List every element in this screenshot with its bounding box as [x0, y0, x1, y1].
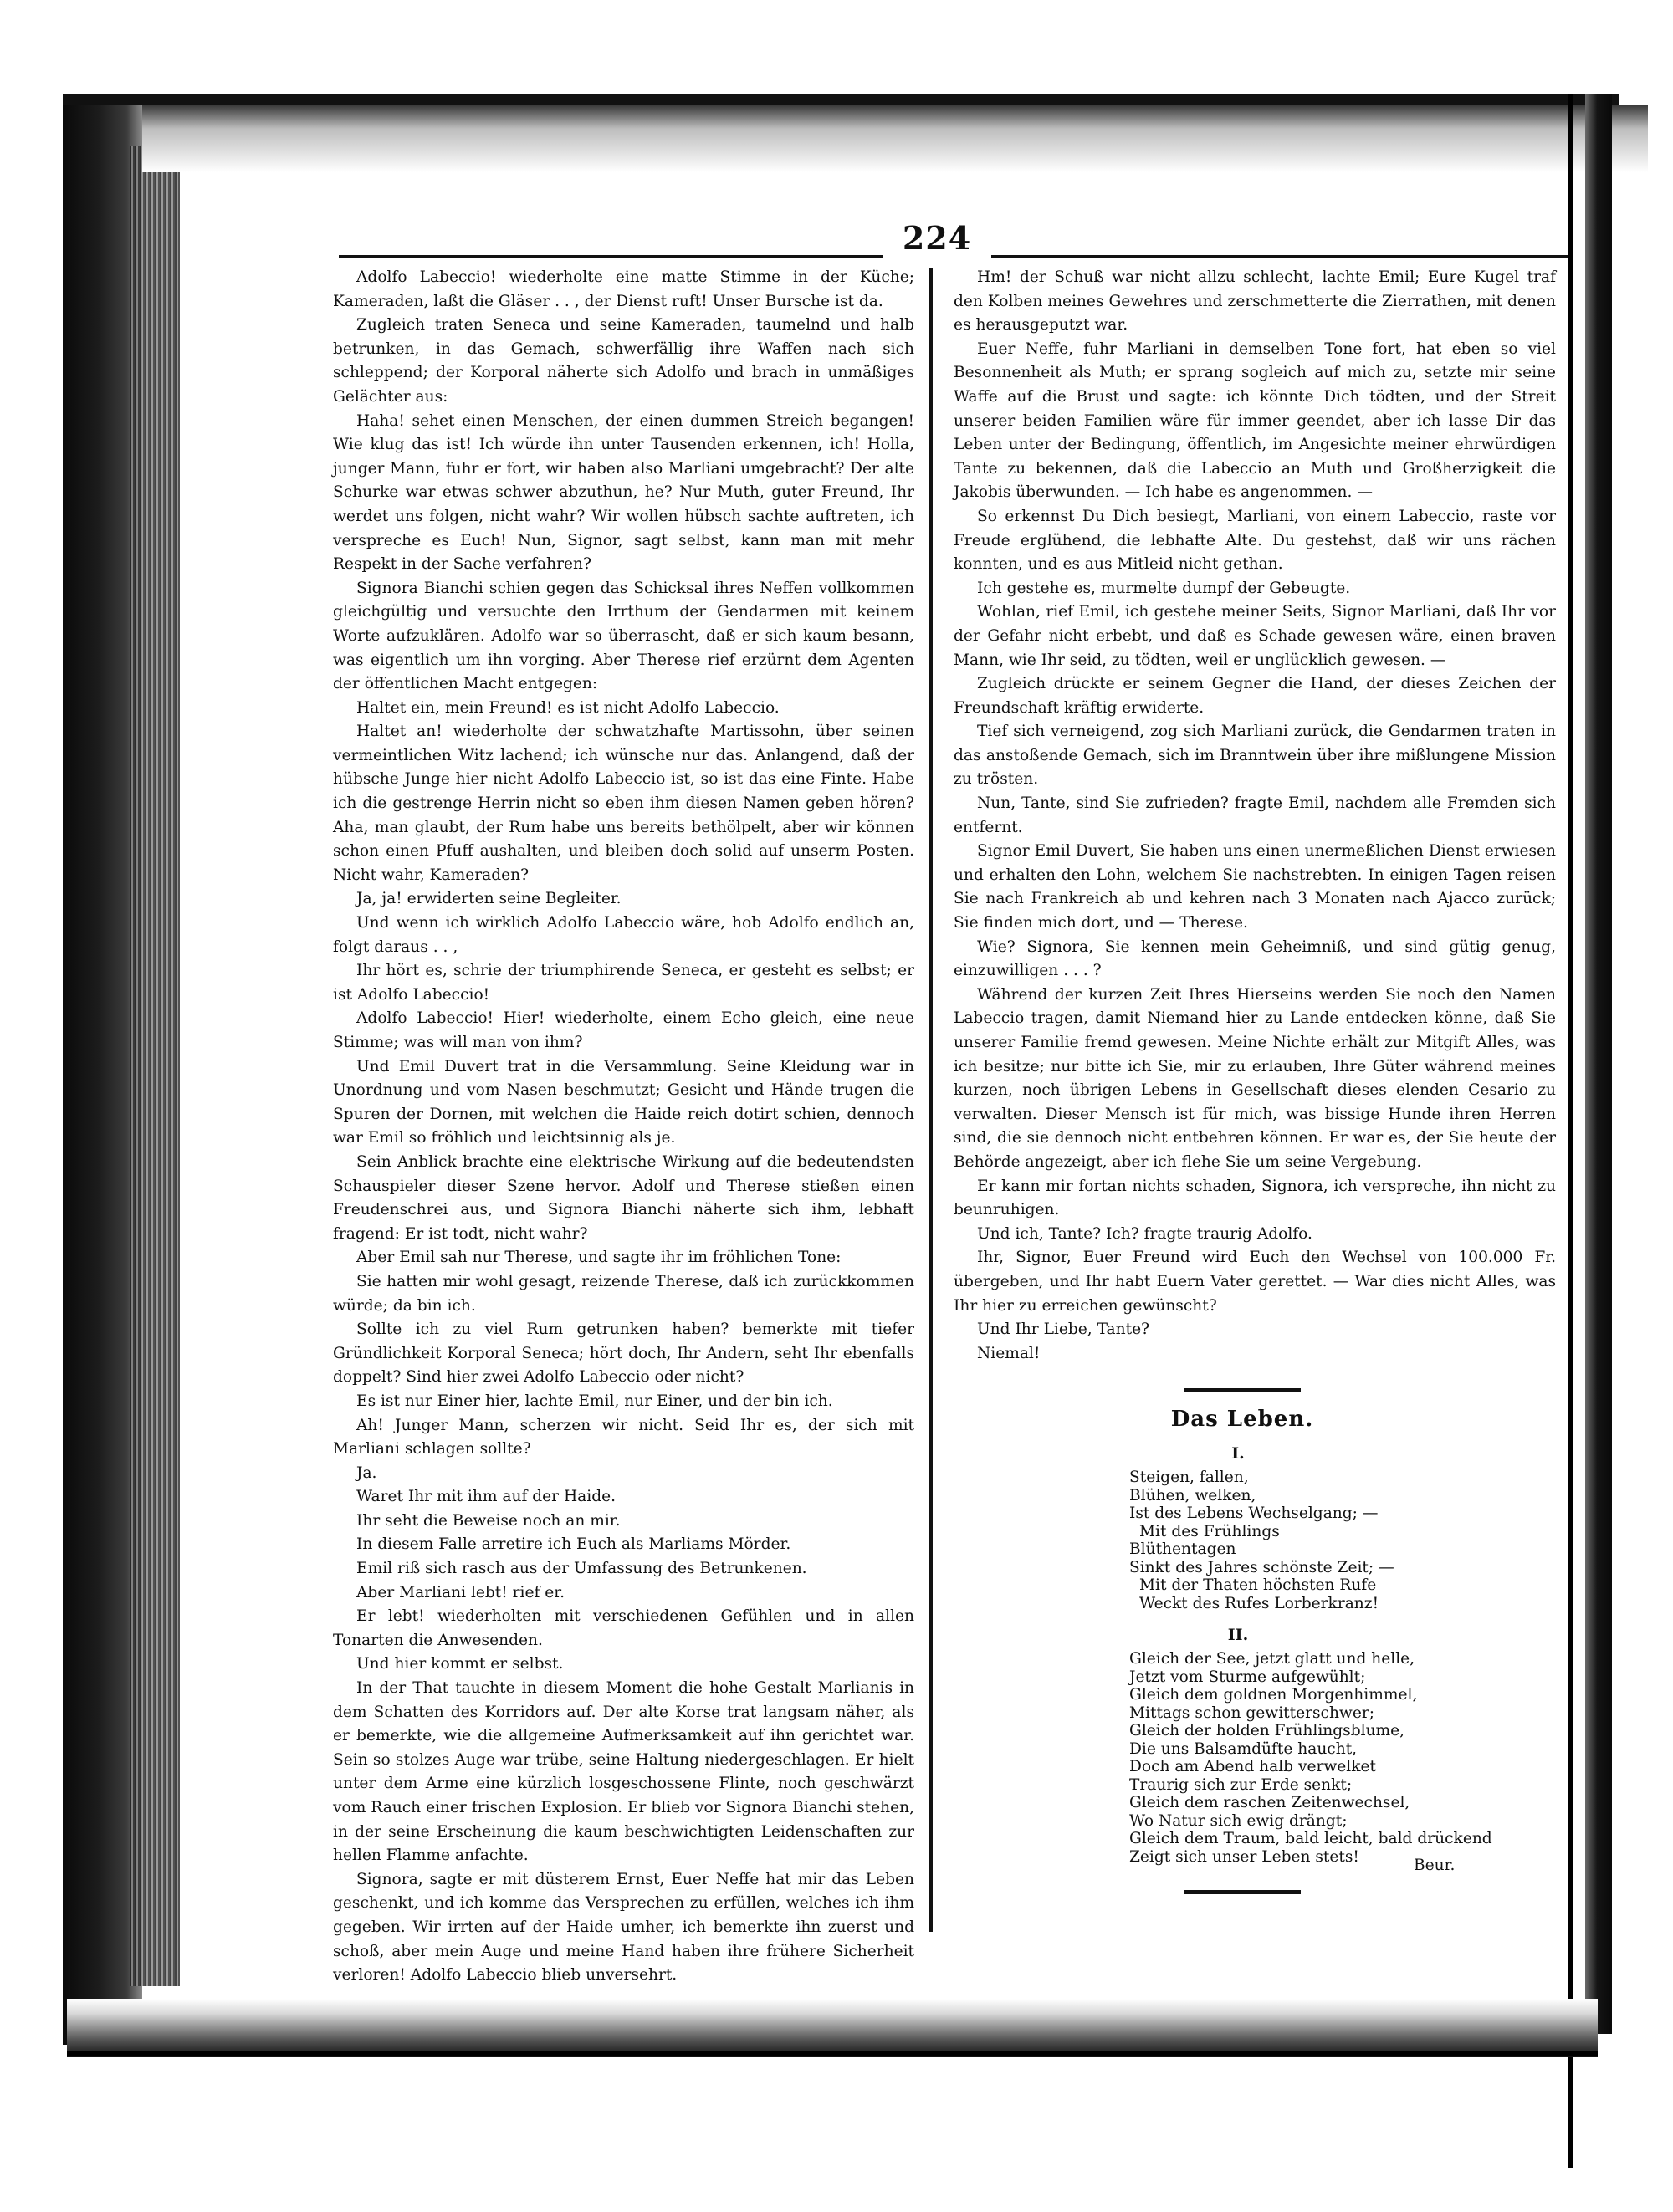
paragraph: Ah! Junger Mann, scherzen wir nicht. Seid Ihr es, der sich mit Marliani schlagen sollte?: [333, 1416, 914, 1458]
paragraph: In der That tauchte in diesem Moment die hohe Gestalt Marlianis in dem Schatten des Korridors auf. Der alte Korse trat langsam näher, als er bemerkte, wie die allgemeine Aufmerksamkeit auf ihn gerichtet war. Sein so stolzes Auge war trübe, seine Haltung niedergeschlagen. Er hielt unter dem Arme eine kürzlich losgeschossene Flinte, noch geschwärzt vom Rauch einer frischen Explosion. Er blieb vor Signora Bianchi stehen, in der seine Erscheinung die kaum beschwichtigten Leidenschaften zur hellen Flamme anfachte.: [333, 1679, 914, 1865]
paragraph: Signora Bianchi schien gegen das Schicksal ihres Neffen vollkommen gleichgültig und versuchte den Irrthum der Gendarmen mit keinem Worte aufzuklären. Adolfo war so überrascht, daß er sich kaum besann, was eigentlich um ihn vorging. Aber Therese rief erzürnt dem Agenten der öffentlichen Macht entgegen:: [333, 579, 914, 693]
paragraph: Haltet ein, mein Freund! es ist nicht Adolfo Labeccio.: [356, 698, 780, 717]
left-column: [333, 266, 914, 1988]
poem-line: Gleich dem Traum, bald leicht, bald drückend: [1129, 1830, 1492, 1847]
scan-border-bottom: [67, 2051, 1598, 2056]
poem-line: Gleich der holden Frühlingsblume,: [1129, 1722, 1405, 1739]
paragraph: Er lebt! wiederholten mit verschiedenen Gefühlen und in allen Tonarten die Anwesenden.: [333, 1607, 914, 1649]
poem-stanza-2: [1129, 1650, 1492, 1866]
paragraph: Euer Neffe, fuhr Marliani in demselben Tone fort, hat eben so viel Besonnenheit als Muth; er sprang sogleich auf mich zu, setzte mir seine Waffe auf die Brust und sagte: ich könnte Dich tödten, und der Streit unserer beiden Familien wäre für immer geendet, aber ich lasse Dir das Leben unter der Bedingung, öffentlich, im Angesichte meiner ehrwürdigen Tante zu bekennen, daß die Labeccio an Muth und Großherzigkeit die Jakobis überwunden. — Ich habe es angenommen. —: [954, 340, 1556, 502]
paragraph: Während der kurzen Zeit Ihres Hierseins werden Sie noch den Namen Labeccio tragen, damit Niemand hier zu Lande entdecken könne, daß Sie unserer Familie fremd gewesen. Meine Nichte erhält zur Mitgift Alles, was ich besitze; nur bitte ich Sie, mir zu erlauben, Ihre Güter während meines kurzen, noch übrigen Lebens in Gesellschaft dieses elenden Cesario zu verwalten. Dieser Mensch ist für mich, was bissige Hunde ihren Herren sind, die sie dennoch nicht entbehren können. Er war es, der Sie heute der Behörde angezeigt, aber ich flehe Sie um seine Vergebung.: [954, 985, 1556, 1171]
poem-line: Ist des Lebens Wechselgang; —: [1129, 1504, 1379, 1522]
poem-line: Mittags schon gewitterschwer;: [1129, 1704, 1374, 1722]
poem-line: Doch am Abend halb verwelket: [1129, 1758, 1376, 1775]
section-rule-top: [1184, 1388, 1301, 1392]
paragraph: Signor Emil Duvert, Sie haben uns einen unermeßlichen Dienst erwiesen und erhalten den Lohn, welchem Sie nachstrebten. In einigen Tagen reisen Sie nach Frankreich ab und kehren nach 3 Monaten nach Ajacco zurück; Sie finden mich dort, und — Therese.: [954, 842, 1556, 932]
paragraph: So erkennst Du Dich besiegt, Marliani, von einem Labeccio, raste vor Freude erglühend, die lebhafte Alte. Du gestehst, daß wir uns rächen konnten, und es aus Mitleid nicht gethan.: [954, 507, 1556, 574]
scan-shadow-bottom: [67, 1999, 1598, 2057]
paragraph: Signora, sagte er mit düsterem Ernst, Euer Neffe hat mir das Leben geschenkt, und ich komme das Versprechen zu erfüllen, welches ich ihm gegeben. Wir irrten auf der Haide umher, ich bemerkte ihn zuerst und schoß, aber mein Auge und meine Hand haben ihre frühere Sicherheit verloren! Adolfo Labeccio blieb unversehrt.: [333, 1870, 914, 1985]
paragraph: Wohlan, rief Emil, ich gestehe meiner Seits, Signor Marliani, daß Ihr vor der Gefahr nicht erbebt, und daß es Schade gewesen wäre, einen braven Mann, wie Ihr seid, zu tödten, weil er unglücklich gewesen. —: [954, 603, 1556, 669]
poem-line: Traurig sich zur Erde senkt;: [1129, 1775, 1353, 1794]
paragraph: Und Ihr Liebe, Tante?: [977, 1321, 1150, 1339]
paragraph: Ja.: [356, 1464, 377, 1482]
paragraph: Emil riß sich rasch aus der Umfassung des Betrunkenen.: [356, 1560, 807, 1578]
column-divider: [929, 268, 933, 1932]
paragraph: Haltet an! wiederholte der schwatzhafte Martissohn, über seinen vermeintlichen Witz lachend; ich wünsche nur das. Anlangend, daß der hübsche Junge hier nicht Adolfo Labeccio ist, so ist das eine Finte. Habe ich die gestrenge Herrin nicht so eben ihm diesen Namen geben hören? Aha, man glaubt, der Rum habe uns bereits bethölpelt, aber wir können schon einen Pfuff aushalten, und bleiben doch solid auf unserm Posten. Nicht wahr, Kameraden?: [333, 723, 914, 884]
paragraph: Und hier kommt er selbst.: [356, 1655, 564, 1673]
poem-line: Zeigt sich unser Leben stets!: [1129, 1847, 1359, 1866]
scan-border-right: [1585, 94, 1612, 2034]
paragraph: Und wenn ich wirklich Adolfo Labeccio wäre, hob Adolfo endlich an, folgt daraus . . ,: [333, 914, 914, 956]
paragraph: Ihr, Signor, Euer Freund wird Euch den Wechsel von 100.000 Fr. übergeben, und Ihr habt Euern Vater gerettet. — War dies nicht Alles, was Ihr hier zu erreichen gewünscht?: [954, 1249, 1556, 1315]
poem-line: Weckt des Rufes Lorberkranz!: [1139, 1594, 1379, 1612]
scan-shadow-top: [142, 105, 1648, 172]
header-rule-right: [991, 255, 1568, 258]
paragraph: Nun, Tante, sind Sie zufrieden? fragte Emil, nachdem alle Fremden sich entfernt.: [954, 794, 1556, 836]
scan-border-top: [63, 94, 1619, 105]
paragraph: Ihr seht die Beweise noch an mir.: [356, 1511, 621, 1530]
paragraph: Zugleich drückte er seinem Gegner die Hand, der dieses Zeichen der Freundschaft kräftig erwiderte.: [954, 675, 1556, 717]
poem-line: Gleich dem goldnen Morgenhimmel,: [1129, 1686, 1418, 1704]
paragraph: Und ich, Tante? Ich? fragte traurig Adolfo.: [977, 1224, 1312, 1243]
paragraph: Zugleich traten Seneca und seine Kameraden, taumelnd und halb betrunken, in das Gemach, schwerfällig ihre Waffen nach sich schleppend; der Korporal näherte sich Adolfo und brach in unmäßiges Gelächter aus:: [333, 316, 914, 406]
poem-line: Mit des Frühlings: [1139, 1522, 1280, 1540]
poem-stanza-1: [1129, 1469, 1481, 1612]
poem-line: Blühen, welken,: [1129, 1486, 1256, 1504]
paragraph: Aber Marliani lebt! rief er.: [356, 1583, 565, 1602]
paragraph: Ihr hört es, schrie der triumphirende Seneca, er gesteht es selbst; er ist Adolfo Labeccio!: [333, 962, 914, 1004]
section-rule-bottom: [1184, 1890, 1301, 1894]
paragraph: In diesem Falle arretire ich Euch als Marliams Mörder.: [356, 1535, 791, 1554]
paragraph: Waret Ihr mit ihm auf der Haide.: [356, 1488, 617, 1506]
paragraph: Haha! sehet einen Menschen, der einen dummen Streich begangen! Wie klug das ist! Ich würde ihn unter Tausenden erkennen, ich! Holla, junger Mann, fuhr er fort, wir haben also Marliani umgebracht? Der alte Schurke war etwas schwer abzuthun, he? Nur Muth, guter Freund, Ihr werdet uns folgen, nicht wahr? Wir wollen hübsch sachte auftreten, ich verspreche es Euch! Nun, Signor, sagt selbst, kann man mit mehr Respekt in der Sache verfahren?: [333, 411, 914, 574]
poem-line: Steigen, fallen,: [1129, 1469, 1249, 1486]
scan-border-right-line: [1568, 94, 1573, 2168]
book-spine-edge: [130, 146, 180, 1986]
paragraph: Sollte ich zu viel Rum getrunken haben? bemerkte mit tiefer Gründlichkeit Korporal Seneca; hört doch, Ihr Andern, seht Ihr ebenfalls doppelt? Sind hier zwei Adolfo Labeccio oder nicht?: [333, 1321, 914, 1387]
poem-part-number: I.: [1231, 1444, 1245, 1463]
header-rule-left: [339, 255, 883, 258]
poem-line: Jetzt vom Sturme aufgewühlt;: [1129, 1668, 1366, 1686]
paragraph: Niemal!: [977, 1344, 1041, 1362]
paragraph: Sein Anblick brachte eine elektrische Wirkung auf die bedeutendsten Schauspieler dieser Szene hervor. Adolf und Therese stießen einen Freudenschrei aus, und Signora Bianchi näherte sich ihm, lebhaft fragend: Er ist todt, nicht wahr?: [333, 1152, 914, 1243]
poem-line: Gleich der See, jetzt glatt und helle,: [1129, 1650, 1415, 1668]
paragraph: Es ist nur Einer hier, lachte Emil, nur Einer, und der bin ich.: [356, 1392, 833, 1410]
paragraph: Sie hatten mir wohl gesagt, reizende Therese, daß ich zurückkommen würde; da bin ich.: [333, 1272, 914, 1315]
poem-author: Beur.: [1414, 1857, 1456, 1874]
paragraph: Tief sich verneigend, zog sich Marliani zurück, die Gendarmen traten in das anstoßende Gemach, sich im Branntwein über ihre mißlungene Mission zu trösten.: [954, 723, 1556, 789]
paragraph: Aber Emil sah nur Therese, und sagte ihr im fröhlichen Tone:: [356, 1249, 842, 1267]
paragraph: Adolfo Labeccio! Hier! wiederholte, einem Echo gleich, eine neue Stimme; was will man von ihm?: [333, 1009, 914, 1051]
poem-line: Blüthentagen: [1129, 1540, 1236, 1558]
poem-line: Sinkt des Jahres schönste Zeit; —: [1129, 1558, 1394, 1576]
poem-title: Das Leben.: [1170, 1407, 1314, 1432]
paragraph: Ja, ja! erwiderten seine Begleiter.: [356, 890, 622, 908]
right-column: [954, 266, 1556, 1366]
paragraph: Und Emil Duvert trat in die Versammlung. Seine Kleidung war in Unordnung und vom Nasen beschmutzt; Gesicht und Hände trugen die Spuren der Dornen, mit welchen die Haide reich dotirt schien, dennoch war Emil so fröhlich und leichtsinnig als je.: [333, 1057, 914, 1147]
poem-line: Gleich dem raschen Zeitenwechsel,: [1129, 1794, 1410, 1811]
page-number: 224: [902, 219, 972, 257]
poem-line: Mit der Thaten höchsten Rufe: [1139, 1576, 1377, 1594]
paragraph: Adolfo Labeccio! wiederholte eine matte Stimme in der Küche; Kameraden, laßt die Gläser . . , der Dienst ruft! Unser Bursche ist da.: [333, 268, 914, 310]
poem-part-number: II.: [1227, 1626, 1249, 1644]
paragraph: Wie? Signora, Sie kennen mein Geheimniß, und sind gütig genug, einzuwilligen . . . ?: [954, 937, 1556, 980]
paragraph: Ich gestehe es, murmelte dumpf der Gebeugte.: [977, 579, 1351, 597]
poem-line: Die uns Balsamdüfte haucht,: [1129, 1739, 1358, 1758]
paragraph: Er kann mir fortan nichts schaden, Signora, ich verspreche, ihn nicht zu beunruhigen.: [954, 1177, 1556, 1219]
paragraph: Hm! der Schuß war nicht allzu schlecht, lachte Emil; Eure Kugel traf den Kolben meines Gewehres und zerschmetterte die Zierrathen, mit denen es herausgeputzt war.: [954, 268, 1556, 335]
poem-line: Wo Natur sich ewig drängt;: [1129, 1811, 1348, 1830]
